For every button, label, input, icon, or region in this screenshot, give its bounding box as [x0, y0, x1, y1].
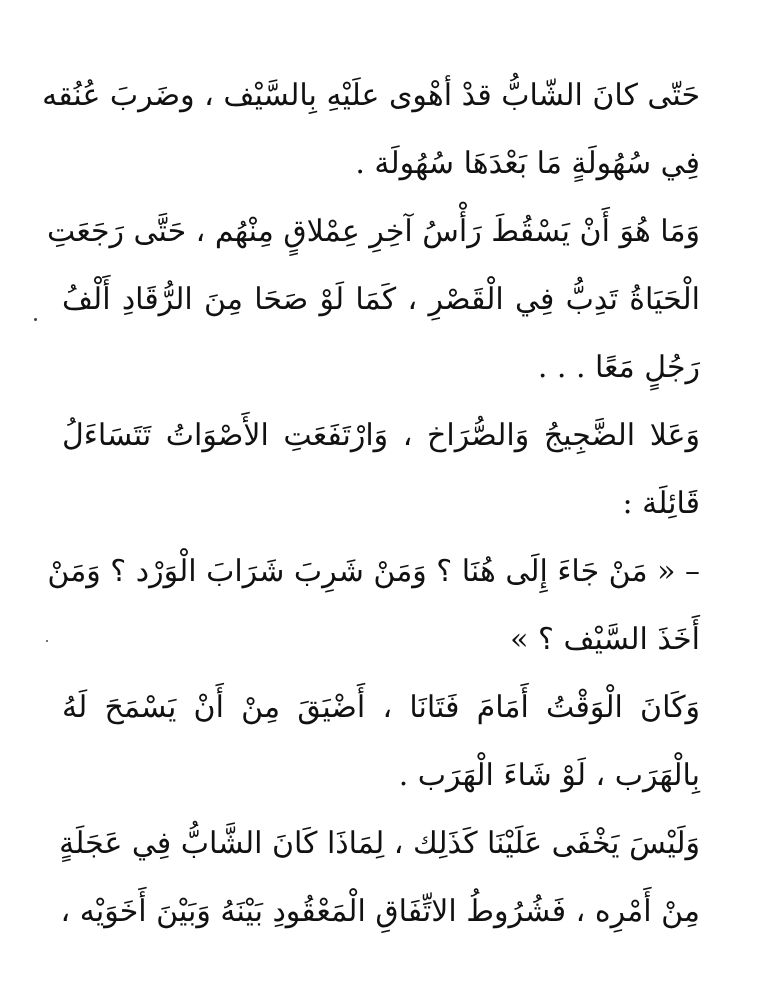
text-line: بِالْهَرَب ، لَوْ شَاءَ الْهَرَب . — [398, 758, 700, 793]
paragraph — [59, 810, 700, 946]
paragraph — [42, 62, 700, 198]
scan-speck — [34, 318, 37, 321]
text-line: وَمَا هُوَ أَنْ يَسْقُطَ رَأْسُ آخِرِ عِمْلاقٍ مِنْهُم ، حَتَّى رَجَعَتِ — [47, 214, 700, 249]
text-line: – « مَنْ جَاءَ إِلَى هُنَا ؟ وَمَنْ شَرِبَ شَرَابَ الْوَرْد ؟ وَمَنْ — [47, 554, 700, 589]
paragraph — [62, 674, 700, 810]
text-line: الْحَيَاةُ تَدِبُّ فِي الْقَصْرِ ، كَمَا لَوْ صَحَا مِنَ الرُّقَادِ أَلْفُ — [62, 282, 700, 317]
text-line: قَائِلَة : — [622, 486, 700, 521]
paragraph — [47, 538, 700, 674]
text-line: مِنْ أَمْرِه ، فَشُرُوطُ الاتِّفَاقِ الْمَعْقُودِ بَيْنَهُ وَبَيْنَ أَخَوَيْه ، — [60, 894, 700, 929]
page-body-text — [42, 62, 700, 946]
paragraph — [62, 402, 700, 538]
text-line: حَتّى كانَ الشّابُّ قدْ أهْوى علَيْهِ بِالسَّيْف ، وضَربَ عُنُقه — [42, 78, 700, 113]
paragraph — [47, 198, 700, 402]
text-line: وَعَلا الضَّجِيجُ وَالصُّرَاخ ، وَارْتَفَعَتِ الأَصْوَاتُ تَتَسَاءَلُ — [62, 418, 700, 453]
text-line: وَلَيْسَ يَخْفَى عَلَيْنَا كَذَلِك ، لِمَاذَا كَانَ الشَّابُّ فِي عَجَلَةٍ — [59, 826, 700, 861]
text-line: وَكَانَ الْوَقْتُ أَمَامَ فَتَانَا ، أَضْيَقَ مِنْ أَنْ يَسْمَحَ لَهُ — [62, 690, 700, 725]
text-line: رَجُلٍ مَعًا . . . — [537, 350, 700, 385]
scan-speck — [46, 640, 48, 642]
text-line: أَخَذَ السَّيْف ؟ » — [510, 622, 700, 657]
text-line: فِي سُهُولَةٍ مَا بَعْدَهَا سُهُولَة . — [355, 146, 700, 181]
